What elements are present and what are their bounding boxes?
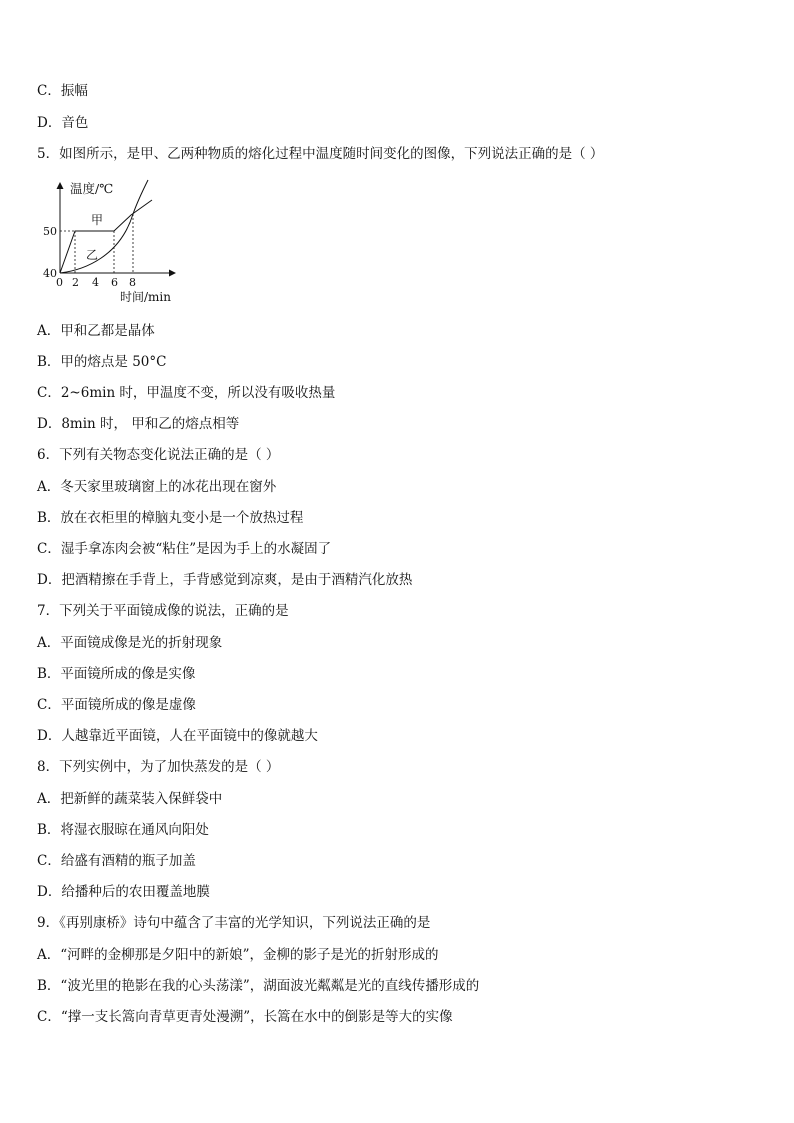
option-a-q5: A．甲和乙都是晶体	[37, 323, 155, 339]
question-7-stem: 7．下列关于平面镜成像的说法，正确的是	[37, 603, 289, 619]
option-b-q8: B．将湿衣服晾在通风向阳处	[37, 822, 209, 838]
option-d-q7: D．人越靠近平面镜，人在平面镜中的像就越大	[37, 728, 318, 744]
curve-jia	[60, 200, 152, 273]
option-c-q6: C．湿手拿冻肉会被“粘住”是因为手上的水凝固了	[37, 541, 332, 557]
option-c-q5: C．2~6min 时，甲温度不变，所以没有吸收热量	[37, 385, 336, 401]
x-axis-label: 时间/min	[120, 290, 171, 304]
option-c-q8: C．给盛有酒精的瓶子加盖	[37, 853, 196, 869]
question-8-stem: 8．下列实例中，为了加快蒸发的是（ ）	[37, 759, 280, 775]
option-a-q8: A．把新鲜的蔬菜装入保鲜袋中	[37, 791, 223, 807]
option-a-q9: A．“河畔的金柳那是夕阳中的新娘”，金柳的影子是光的折射形成的	[37, 947, 439, 963]
x-tick-8: 8	[129, 276, 136, 289]
x-tick-6: 6	[111, 276, 118, 289]
option-b-q5: B．甲的熔点是 50°C	[37, 354, 167, 370]
option-b-q6: B．放在衣柜里的樟脑丸变小是一个放热过程	[37, 510, 304, 526]
x-tick-4: 4	[92, 276, 99, 289]
melting-graph	[40, 178, 190, 308]
option-c-q7: C．平面镜所成的像是虚像	[37, 697, 196, 713]
y-tick-40: 40	[43, 267, 57, 280]
option-b-q7: B．平面镜所成的像是实像	[37, 666, 196, 682]
option-d-q8: D．给播种后的农田覆盖地膜	[37, 884, 210, 900]
option-b-q9: B．“波光里的艳影在我的心头荡漾”，湖面波光粼粼是光的直线传播形成的	[37, 978, 480, 994]
y-tick-50: 50	[43, 225, 57, 238]
x-tick-2: 2	[72, 276, 79, 289]
option-a-q6: A．冬天家里玻璃窗上的冰花出现在窗外	[37, 479, 277, 495]
option-d-q5: D．8min 时， 甲和乙的熔点相等	[37, 416, 240, 432]
option-c-q9: C．“撑一支长篙向青草更青处漫溯”，长篙在水中的倒影是等大的实像	[37, 1009, 453, 1025]
question-9-stem: 9．《再别康桥》诗句中蕴含了丰富的光学知识，下列说法正确的是	[37, 915, 431, 931]
curve-yi-label: 乙	[86, 248, 99, 262]
y-axis-label: 温度/℃	[70, 181, 114, 196]
option-d-q6: D．把酒精擦在手背上，手背感觉到凉爽，是由于酒精汽化放热	[37, 572, 413, 588]
question-6-stem: 6．下列有关物态变化说法正确的是（ ）	[37, 447, 280, 463]
option-c-q4: C．振幅	[37, 83, 88, 99]
x-tick-0: 0	[56, 276, 63, 289]
option-a-q7: A．平面镜成像是光的折射现象	[37, 635, 223, 651]
option-d-q4: D．音色	[37, 115, 89, 131]
curve-jia-label: 甲	[91, 213, 104, 227]
question-5-stem: 5．如图所示，是甲、乙两种物质的熔化过程中温度随时间变化的图像，下列说法正确的是（ ）	[37, 146, 604, 162]
